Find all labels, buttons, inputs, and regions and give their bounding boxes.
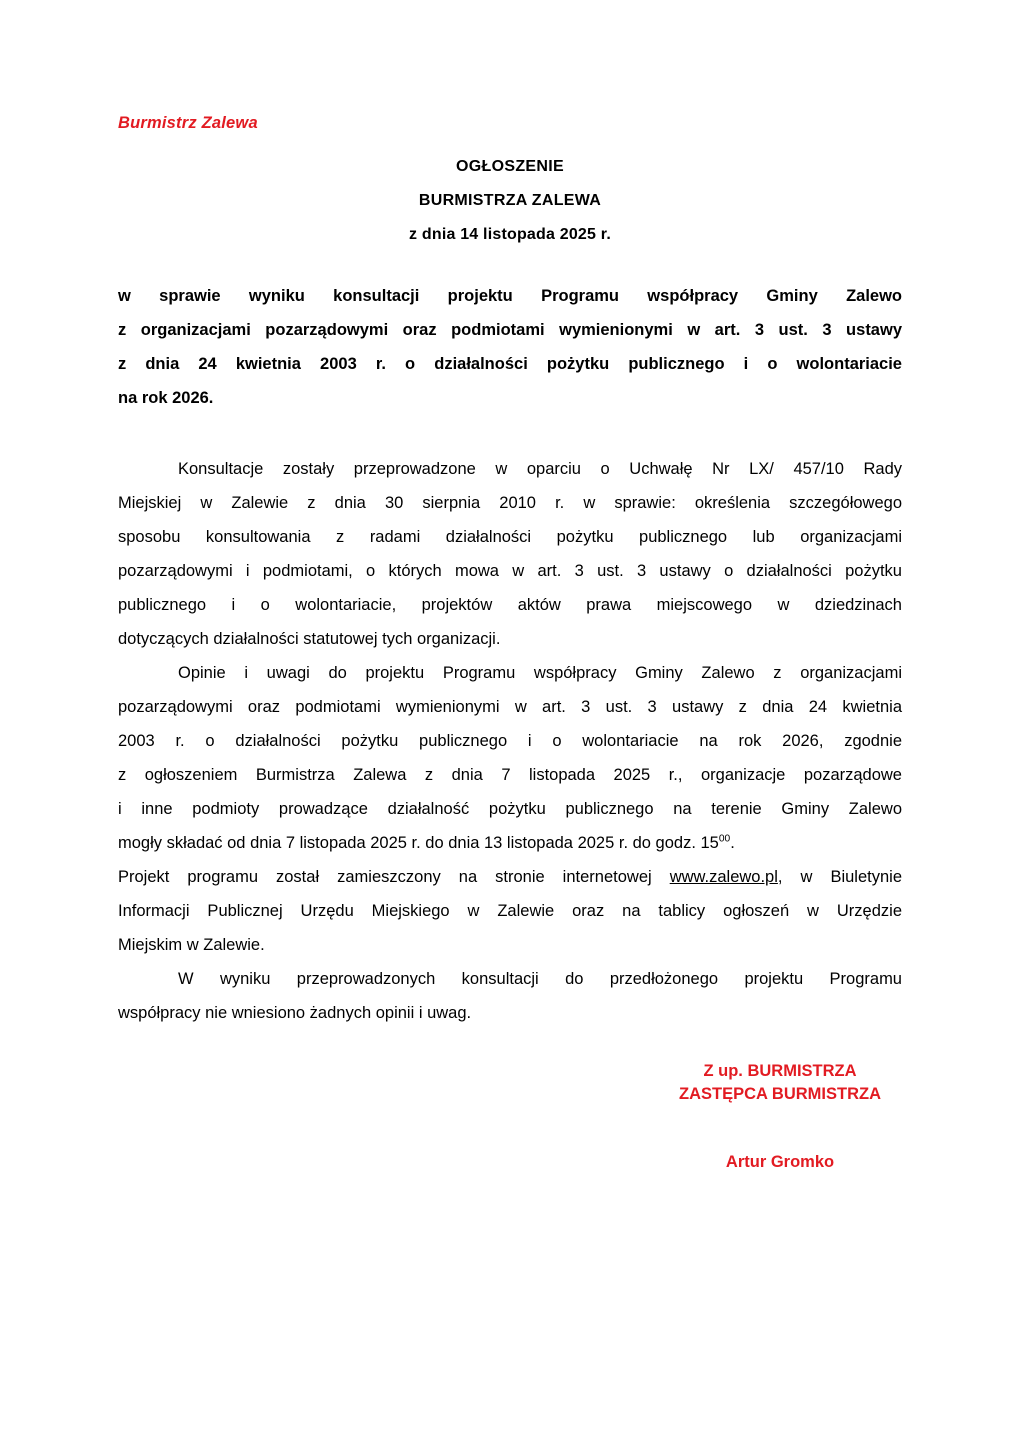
signature-line-delegation: Z up. BURMISTRZA [703,1062,857,1080]
lead-line-4: na rok 2026. [118,388,214,407]
p3-line-1: W wyniku przeprowadzonych konsultacji do przedłożonego projektu Programu [178,969,902,988]
p1-line-1: Konsultacje zostały przeprowadzone w oparciu o Uchwałę Nr LX/ 457/10 Rady [178,459,902,478]
signature-line-position: ZASTĘPCA BURMISTRZA [679,1085,881,1103]
p3-line-2: współpracy nie wniesiono żadnych opinii i uwag. [118,1003,472,1022]
signature-name: Artur Gromko [725,1153,835,1171]
p2-line-5: i inne podmioty prowadzące działalność pożytku publicznego na terenie Gminy Zalewo [118,799,902,818]
title-line-authority: BURMISTRZA ZALEWA [418,191,602,209]
body-paragraph-2 [118,656,902,962]
title-line-announcement: OGŁOSZENIE [456,157,564,175]
p1-line-5: publicznego i o wolontariacie, projektów aktów prawa miejscowego w dziedzinach [118,595,902,614]
body-paragraph-3 [118,962,902,1030]
website-link[interactable]: www.zalewo.pl [669,867,778,886]
p2-line-3: 2003 r. o działalności pożytku publicznego i o wolontariacie na rok 2026, zgodnie [118,731,902,750]
p1-line-6: dotyczących działalności statutowej tych organizacji. [118,629,501,648]
p2-line-8: Informacji Publicznej Urzędu Miejskiego w Zalewie oraz na tablicy ogłoszeń w Urzędzie [118,901,902,920]
p2-line-6-period: . [730,833,735,852]
signature-block [610,1060,950,1174]
deadline-minutes-superscript: 00 [718,833,731,845]
announcement-title-block [118,150,902,252]
p2-line-6 [118,826,902,860]
lead-paragraph [118,279,902,415]
letterhead-office-name: Burmistrz Zalewa [118,114,258,132]
lead-line-2: z organizacjami pozarządowymi oraz podmiotami wymienionymi w art. 3 ust. 3 ustawy [118,320,902,339]
p2-line-1: Opinie i uwagi do projektu Programu współpracy Gminy Zalewo z organizacjami [178,663,902,682]
p2-line-9: Miejskim w Zalewie. [118,935,265,954]
p1-line-4: pozarządowymi i podmiotami, o których mowa w art. 3 ust. 3 ustawy o działalności pożytku [118,561,902,580]
title-line-date: z dnia 14 listopada 2025 r. [409,225,611,243]
p2-line-6-text: mogły składać od dnia 7 listopada 2025 r. do dnia 13 listopada 2025 r. do godz. 15 [118,833,719,852]
p2-line-7-suffix: , w Biuletynie [777,867,902,886]
p2-line-7 [118,860,902,894]
p1-line-2: Miejskiej w Zalewie z dnia 30 sierpnia 2010 r. w sprawie: określenia szczegółowego [118,493,902,512]
document-content [118,0,902,1030]
p2-line-7-prefix: Projekt programu został zamieszczony na stronie internetowej [118,867,670,886]
body-paragraph-1 [118,452,902,656]
lead-line-1: w sprawie wyniku konsultacji projektu Programu współpracy Gminy Zalewo [118,286,902,305]
p2-line-4: z ogłoszeniem Burmistrza Zalewa z dnia 7 listopada 2025 r., organizacje pozarządowe [118,765,902,784]
p1-line-3: sposobu konsultowania z radami działalności pożytku publicznego lub organizacjami [118,527,902,546]
p2-line-2: pozarządowymi oraz podmiotami wymienionymi w art. 3 ust. 3 ustawy z dnia 24 kwietnia [118,697,902,716]
document-body [118,452,902,1030]
lead-line-3: z dnia 24 kwietnia 2003 r. o działalności pożytku publicznego i o wolontariacie [118,354,902,373]
